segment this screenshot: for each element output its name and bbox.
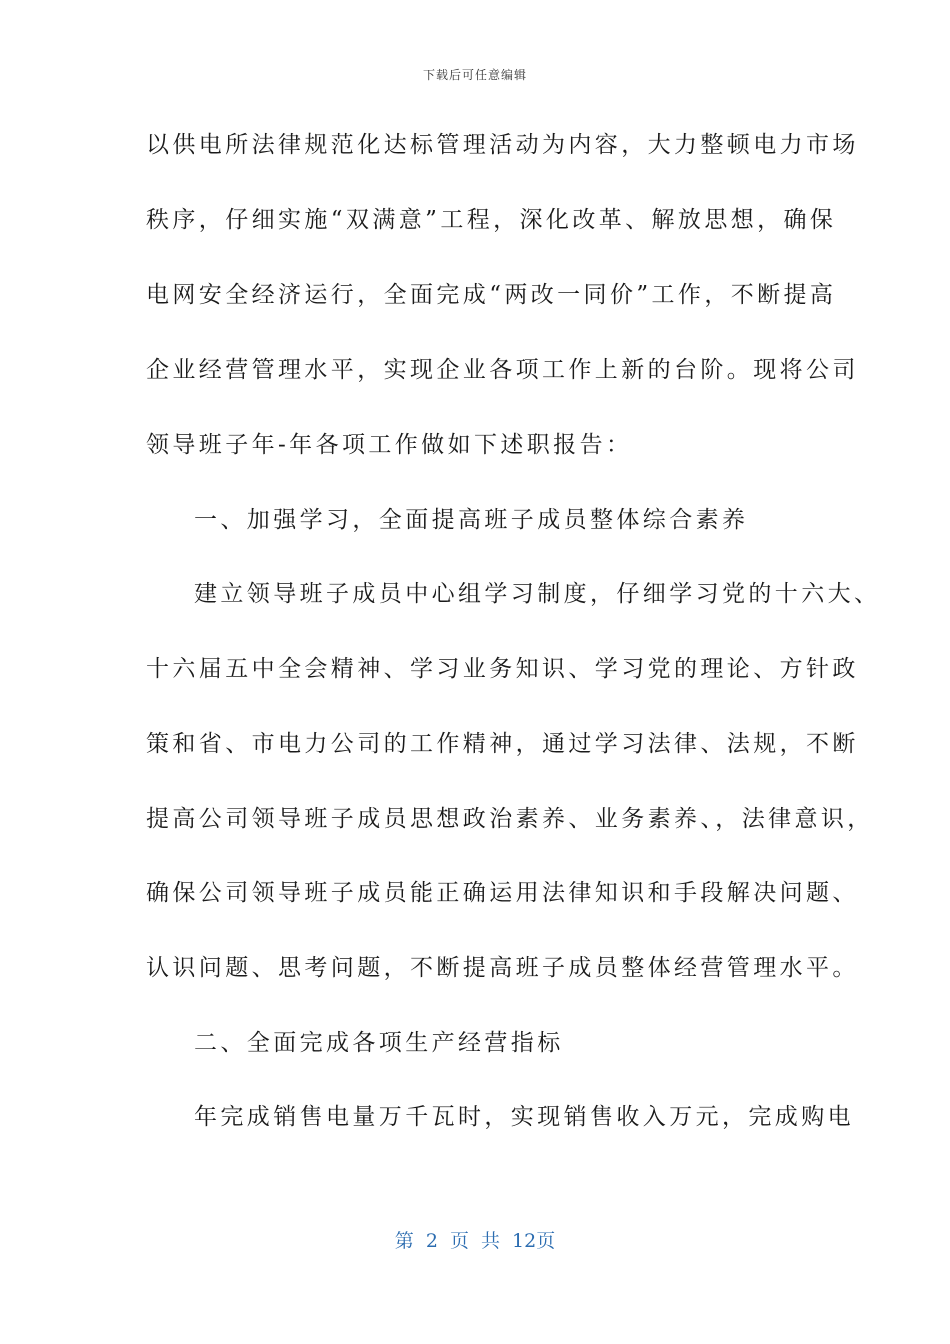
body-line: 认识问题、思考问题，不断提高班子成员整体经营管理水平。 [146,955,859,981]
section-heading: 二、全面完成各项生产经营指标 [194,1030,564,1056]
page-footer: 第 2 页 共 12页 [394,1230,556,1252]
body-line: 电网安全经济运行，全面完成“两改一同价”工作，不断提高 [146,282,837,308]
body-line: 秩序，仔细实施“双满意”工程，深化改革、解放思想，确保 [146,207,837,233]
body-line: 以供电所法律规范化达标管理活动为内容，大力整顿电力市场 [146,132,859,158]
body-line: 年完成销售电量万千瓦时，实现销售收入万元，完成购电 [194,1104,854,1130]
page-header: 下载后可任意编辑 [422,68,527,82]
body-line: 企业经营管理水平，实现企业各项工作上新的台阶。现将公司 [146,357,859,383]
body-line: 十六届五中全会精神、学习业务知识、学习党的理论、方针政 [146,656,859,682]
body-line: 提高公司领导班子成员思想政治素养、业务素养、，法律意识， [146,806,874,832]
section-heading: 一、加强学习，全面提高班子成员整体综合素养 [194,507,749,533]
body-line: 策和省、市电力公司的工作精神，通过学习法律、法规，不断 [146,731,859,757]
body-line: 领导班子年-年各项工作做如下述职报告： [146,432,633,458]
body-line: 确保公司领导班子成员能正确运用法律知识和手段解决问题、 [146,880,859,906]
body-line: 建立领导班子成员中心组学习制度，仔细学习党的十六大、 [194,581,881,607]
